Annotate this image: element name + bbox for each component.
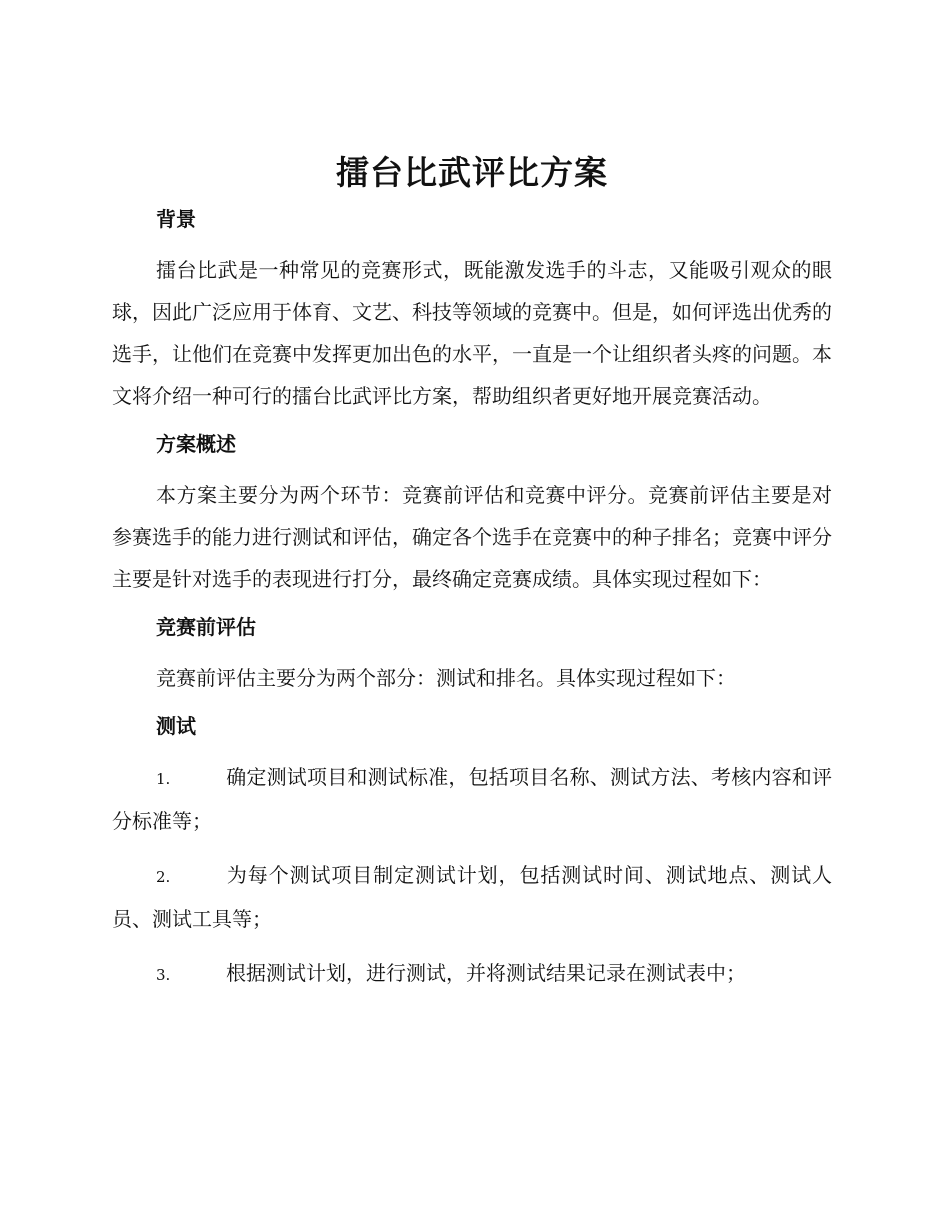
list-item-text: 为每个测试项目制定测试计划，包括测试时间、测试地点、测试人员、测试工具等； xyxy=(112,863,832,931)
pre-eval-paragraph: 竞赛前评估主要分为两个部分：测试和排名。具体实现过程如下： xyxy=(156,666,736,690)
section-heading-background: 背景 xyxy=(156,207,196,231)
overview-paragraph: 本方案主要分为两个环节：竞赛前评估和竞赛中评分。竞赛前评估主要是对参赛选手的能力进行测试和评估，确定各个选手在竞赛中的种子排名；竞赛中评分主要是针对选手的表现进行打分，最终确定竞赛成绩。具体实现过程如下： xyxy=(112,483,832,591)
section-heading-overview: 方案概述 xyxy=(156,432,236,456)
list-item xyxy=(112,756,832,842)
list-item xyxy=(112,952,832,996)
list-item-text: 确定测试项目和测试标准，包括项目名称、测试方法、考核内容和评分标准等； xyxy=(112,765,832,833)
list-item-number: 1. xyxy=(156,770,171,788)
page-title: 擂台比武评比方案 xyxy=(336,153,608,192)
list-item xyxy=(112,854,832,940)
section-heading-pre-eval: 竞赛前评估 xyxy=(156,615,256,639)
background-paragraph: 擂台比武是一种常见的竞赛形式，既能激发选手的斗志，又能吸引观众的眼球，因此广泛应用于体育、文艺、科技等领域的竞赛中。但是，如何评选出优秀的选手，让他们在竞赛中发挥更加出色的水平，一直是一个让组织者头疼的问题。本文将介绍一种可行的擂台比武评比方案，帮助组织者更好地开展竞赛活动。 xyxy=(112,258,832,408)
list-item-text: 根据测试计划，进行测试，并将测试结果记录在测试表中； xyxy=(226,961,746,985)
section-heading-testing: 测试 xyxy=(156,714,196,738)
list-item-number: 2. xyxy=(156,868,171,886)
document-body xyxy=(112,150,832,1008)
list-item-number: 3. xyxy=(156,966,171,984)
